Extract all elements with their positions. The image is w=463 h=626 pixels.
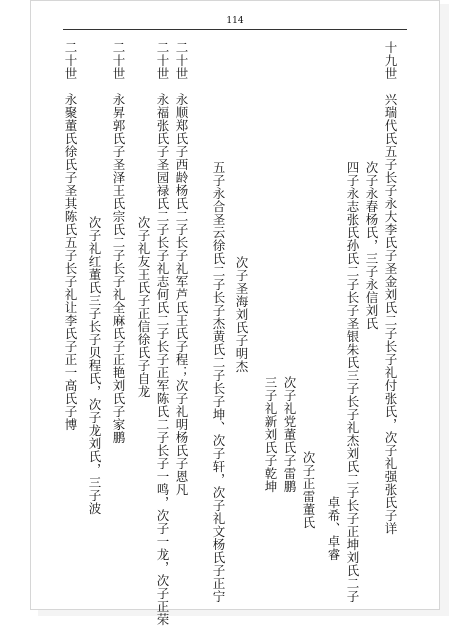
text-column-11: 二十世 永福张氏子圣园禄氏二子长子礼志何氏二子长子正军陈氏二子长子一鸣，次子一龙，次子正荣 — [155, 41, 170, 626]
text-column-1: 十九世 兴瑞代氏五子长子永大李氏子圣金刘氏二子长子礼付张氏，次子礼强张氏子详 — [383, 41, 398, 535]
text-column-4: 卓希、卓睿 — [326, 496, 341, 561]
text-column-15: 二十世 永聚董氏徐氏子圣其陈氏五子长子礼让李氏子正一高氏子博 — [63, 41, 78, 431]
page-number: 114 — [226, 16, 244, 26]
text-column-5: 次子正雷董氏 — [301, 451, 316, 529]
text-column-13: 二十世 永昇郭氏子圣泽王氏宗氏二子长子礼全麻氏子正艳刘氏子家鹏 — [111, 41, 126, 444]
text-column-9: 五子永合圣云徐氏二子长子杰黄氏二子长子坤、次子轩，次子礼文杨氏子正宁 — [211, 161, 226, 603]
text-column-2: 次子永春杨氏，三子永信刘氏 — [364, 161, 379, 330]
text-column-8: 次子圣海刘氏子明杰 — [234, 256, 249, 373]
document-page — [30, 0, 440, 626]
text-column-7: 三子礼新刘氏子乾坤 — [263, 376, 278, 493]
text-column-14: 次子礼红董氏三子长子贝程氏，次子龙刘氏，三子波 — [87, 216, 102, 515]
text-column-12: 次子礼友王氏子正信徐氏子自龙 — [136, 216, 151, 398]
header-rule — [63, 29, 407, 30]
text-column-3: 四子永志张氏孙氏二子长子圣银朱氏三子长子礼杰刘氏二子长子正坤刘氏二子 — [345, 161, 360, 603]
text-column-10: 二十世 永顺郑氏子西龄杨氏二子长子礼军芦氏王氏子程；次子礼明杨氏子恩凡 — [174, 41, 189, 496]
text-column-6: 次子礼党董氏子雷鹏 — [282, 376, 297, 493]
